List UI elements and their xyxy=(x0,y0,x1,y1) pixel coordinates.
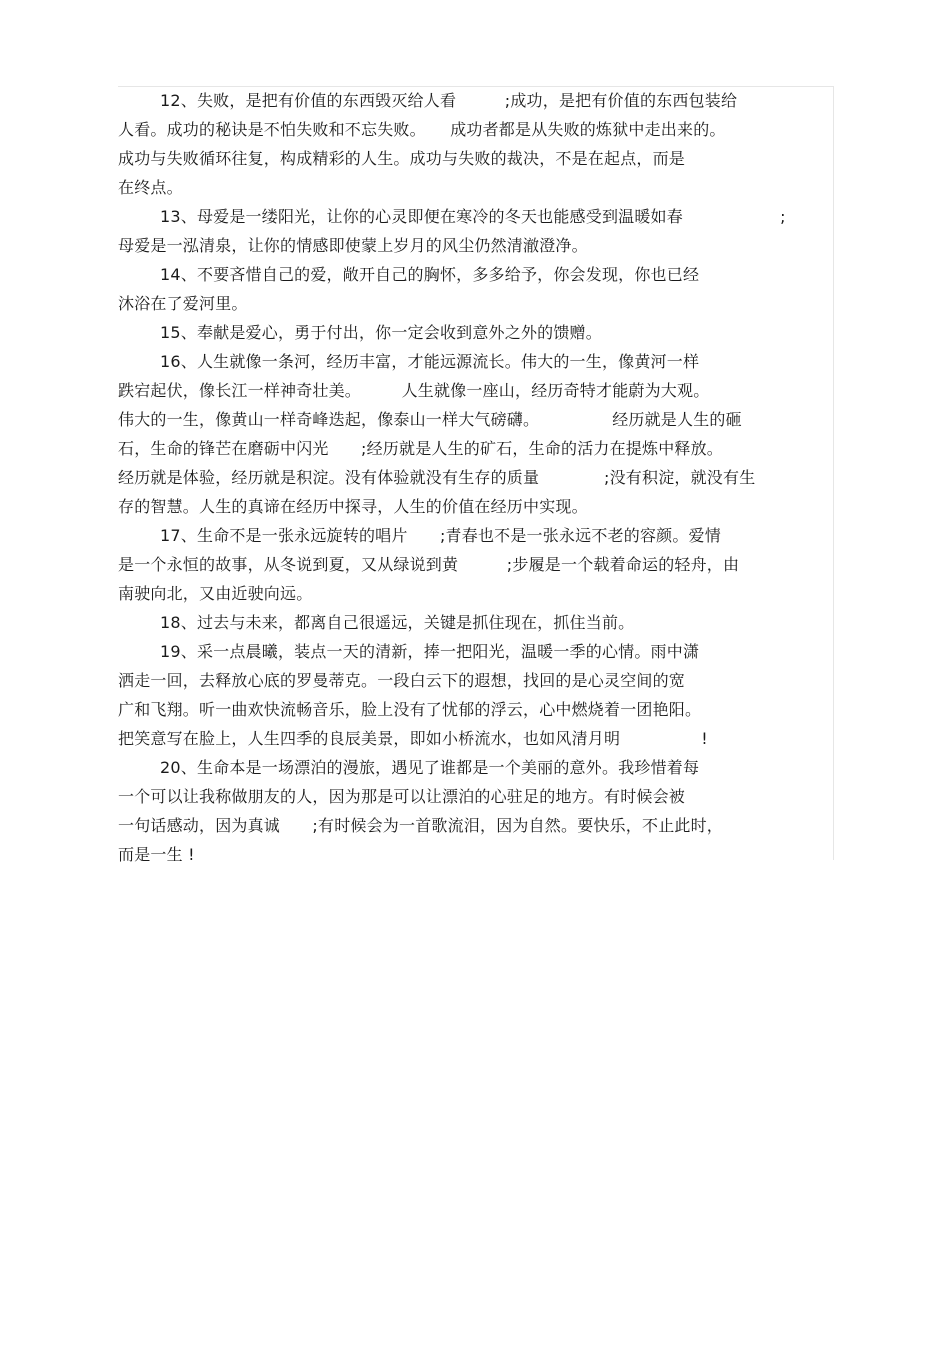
text-line: 一句话感动，因为真诚 ;有时候会为一首歌流泪，因为自然。要快乐，不止此时， xyxy=(118,816,723,835)
page-border-top xyxy=(118,86,834,87)
text-line: 母爱是一泓清泉，让你的情感即使蒙上岁月的风尘仍然清澈澄净。 xyxy=(118,236,588,255)
text-line: 广和飞翔。听一曲欢快流畅音乐，脸上没有了忧郁的浮云，心中燃烧着一团艳阳。 xyxy=(118,700,702,719)
text-line: 一个可以让我称做朋友的人，因为那是可以让漂泊的心驻足的地方。有时候会被 xyxy=(118,787,686,806)
text-line: 是一个永恒的故事，从冬说到夏，又从绿说到黄 ;步履是一个载着命运的轻舟，由 xyxy=(118,555,740,574)
text-line: 19、采一点晨曦，装点一天的清新，捧一把阳光，温暖一季的心情。雨中潇 xyxy=(160,642,700,661)
text-line: 跌宕起伏，像长江一样神奇壮美。 人生就像一座山，经历奇特才能蔚为大观。 xyxy=(118,381,710,400)
text-line: 16、人生就像一条河，经历丰富，才能远源流长。伟大的一生，像黄河一样 xyxy=(160,352,700,371)
text-line: 14、不要吝惜自己的爱，敞开自己的胸怀，多多给予，你会发现，你也已经 xyxy=(160,265,700,284)
text-line: 18、过去与未来，都离自己很遥远，关键是抓住现在，抓住当前。 xyxy=(160,613,635,632)
text-line: 南驶向北，又由近驶向远。 xyxy=(118,584,313,603)
text-line: 15、奉献是爱心，勇于付出，你一定会收到意外之外的馈赠。 xyxy=(160,323,602,342)
text-line: 而是一生 ! xyxy=(118,845,195,864)
text-line: 沐浴在了爱河里。 xyxy=(118,294,248,313)
text-line: 把笑意写在脸上，人生四季的良辰美景，即如小桥流水，也如风清月明 ! xyxy=(118,729,708,748)
text-line: 17、生命不是一张永远旋转的唱片 ;青春也不是一张永远不老的容颜。爱情 xyxy=(160,526,721,545)
text-line: 经历就是体验，经历就是积淀。没有体验就没有生存的质量 ;没有积淀，就没有生 xyxy=(118,468,756,487)
text-line: 13、母爱是一缕阳光，让你的心灵即便在寒冷的冬天也能感受到温暖如春 ; xyxy=(160,207,786,226)
page-border-right xyxy=(833,86,834,860)
text-line: 伟大的一生，像黄山一样奇峰迭起，像泰山一样大气磅礴。 经历就是人生的砸 xyxy=(118,410,742,429)
text-line: 在终点。 xyxy=(118,178,183,197)
text-line: 洒走一回，去释放心底的罗曼蒂克。一段白云下的遐想，找回的是心灵空间的宽 xyxy=(118,671,686,690)
text-line: 石，生命的锋芒在磨砺中闪光 ;经历就是人生的矿石，生命的活力在提炼中释放。 xyxy=(118,439,723,458)
text-line: 人看。成功的秘诀是不怕失败和不忘失败。 成功者都是从失败的炼狱中走出来的。 xyxy=(118,120,726,139)
text-line: 成功与失败循环往复，构成精彩的人生。成功与失败的裁决，不是在起点，而是 xyxy=(118,149,686,168)
text-line: 12、失败，是把有价值的东西毁灭给人看 ;成功，是把有价值的东西包装给 xyxy=(160,91,738,110)
text-line: 存的智慧。人生的真谛在经历中探寻，人生的价值在经历中实现。 xyxy=(118,497,588,516)
text-line: 20、生命本是一场漂泊的漫旅，遇见了谁都是一个美丽的意外。我珍惜着每 xyxy=(160,758,700,777)
